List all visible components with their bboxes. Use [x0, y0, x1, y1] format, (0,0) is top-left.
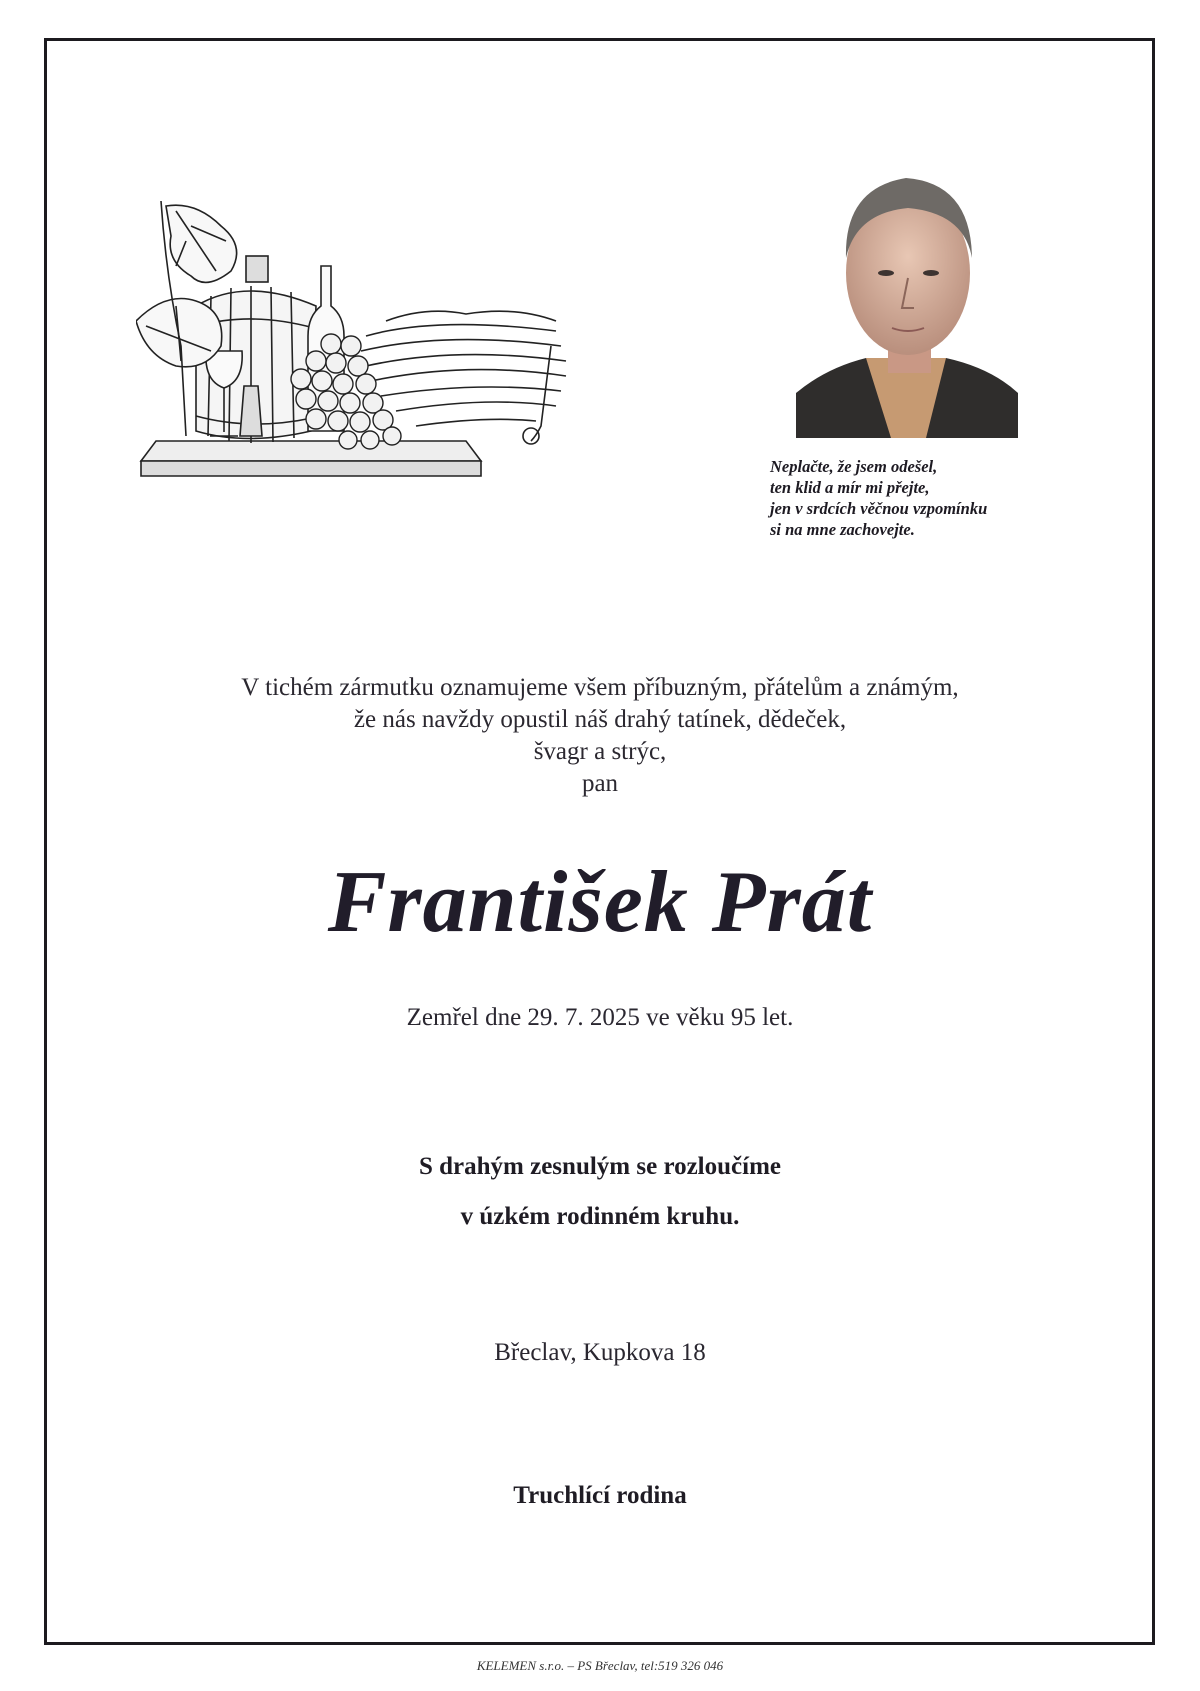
portrait-photo-icon — [796, 158, 1018, 438]
memorial-poem — [770, 456, 1070, 540]
poem-line: jen v srdcích věčnou vzpomínku — [770, 499, 988, 518]
announcement-line: V tichém zármutku oznamujeme všem příbuzným, přátelům a známým, — [241, 674, 959, 701]
poem-line: ten klid a mír mi přejte, — [770, 478, 930, 497]
death-info: Zemřel dne 29. 7. 2025 ve věku 95 let. — [406, 1004, 794, 1031]
poem-line: Neplačte, že jsem odešel, — [770, 457, 938, 476]
announcement-line: pan — [581, 770, 619, 797]
farewell-line-2: v úzkém rodinném kruhu. — [460, 1203, 740, 1230]
address: Břeclav, Kupkova 18 — [494, 1339, 706, 1366]
farewell-notice — [0, 1142, 1200, 1242]
poem-line: si na mne zachovejte. — [770, 520, 915, 539]
signature: Truchlící rodina — [513, 1482, 687, 1509]
announcement-line: švagr a strýc, — [533, 738, 667, 765]
announcement-line: že nás navždy opustil náš drahý tatínek, dědeček, — [353, 706, 847, 733]
footer-company-info: KELEMEN s.r.o. – PS Břeclav, tel:519 326 046 — [476, 1658, 724, 1673]
deceased-name: František Prát — [327, 854, 873, 951]
announcement-text — [0, 672, 1200, 800]
farewell-line-1: S drahým zesnulým se rozloučíme — [418, 1153, 781, 1180]
vineyard-illustration-icon — [136, 196, 606, 506]
